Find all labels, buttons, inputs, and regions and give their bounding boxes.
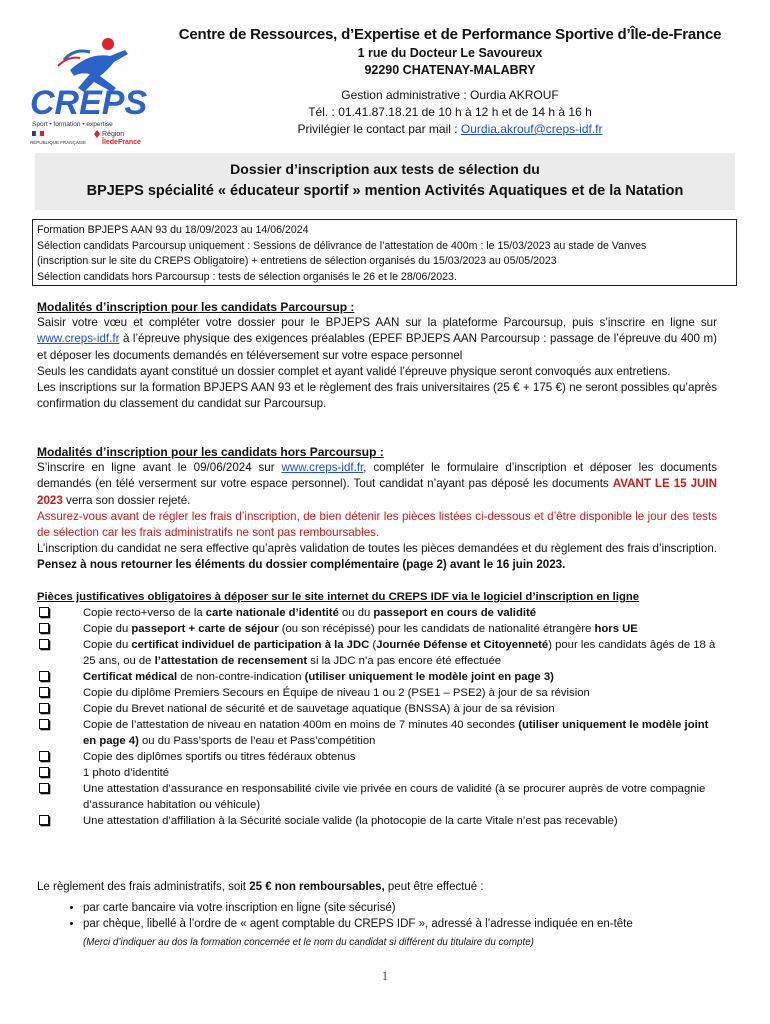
paragraph: [37, 315, 717, 364]
text: ou du: [338, 607, 374, 619]
payment-note: (Merci d’indiquer au dos la formation concernée et le nom du candidat si différent du titulaire du compte): [83, 936, 534, 948]
creps-website-link[interactable]: www.creps-idf.fr: [37, 332, 120, 346]
header-contact: [160, 122, 740, 136]
payment-intro: [37, 879, 727, 896]
text: hors UE: [594, 623, 638, 635]
info-line: (inscription sur le site du CREPS Obligatoire) + entretiens de sélection organisés du 15/03/2023 au 05/05/2023: [37, 255, 557, 267]
header: [160, 26, 740, 136]
text: (ou son récépissé) pour les candidats de nationalité étrangère: [278, 623, 595, 635]
text: certificat individuel de participation à la JDC: [131, 639, 370, 651]
logo-tagline: Sport • formation • expertise: [32, 121, 113, 128]
text: peut être effectué :: [384, 881, 484, 893]
checkbox-icon[interactable]: [37, 717, 83, 749]
checkbox-icon[interactable]: [37, 749, 83, 765]
warning-paragraph: Assurez-vous avant de régler les frais d’inscription, de bien détenir les pièces listées ci-dessous et d’être disponible le jour des tests de sélection car les frais administratifs ne sont pas remboursables.: [37, 509, 717, 540]
logo-region2: ÎledeFrance: [102, 139, 141, 146]
text: (: [369, 639, 377, 651]
text: 1 photo d’identité: [83, 767, 170, 779]
section-title-parcoursup: Modalités d’inscription pour les candidats Parcoursup :: [37, 300, 355, 314]
text: de non-contre-indication: [177, 671, 305, 683]
text: à l’épreuve physique des exigences préalables (EPEF BPJEPS AAN Parcoursup : passage de l’épreuve du 400 m) et déposer les documents demandés en téléversement sur votre espace personnel: [37, 332, 717, 362]
text: Une attestation d’affiliation à la Sécurité sociale valide (la photocopie de la carte Vitale n’est pas recevable): [83, 815, 618, 827]
checklist-item: [37, 701, 722, 717]
text: S’inscrire en ligne avant le 09/06/2024 sur: [37, 461, 282, 475]
checklist-item-text: [83, 765, 722, 781]
checkbox-icon[interactable]: [37, 701, 83, 717]
text: Copie du Brevet national de sécurité et de sauvetage aquatique (BNSSA) à jour de sa révision: [83, 703, 555, 715]
paragraph: Seuls les candidats ayant constitué un dossier complet et ayant validé l’épreuve physique seront convoqués aux entretiens.: [37, 364, 671, 378]
text: (utiliser uniquement le modèle joint en page 4): [83, 719, 709, 747]
header-address-city: 92290 CHATENAY-MALABRY: [364, 63, 536, 77]
checklist-item: [37, 637, 722, 669]
required-documents-title: Pièces justificatives obligatoires à déposer sur le site internet du CREPS IDF via le logiciel d’inscription en ligne: [37, 591, 640, 603]
checkbox-icon[interactable]: [37, 813, 83, 829]
header-contact-label: Privilégier le contact par mail :: [297, 122, 461, 136]
paragraph: [37, 460, 717, 509]
text: Copie recto+verso de la: [83, 607, 206, 619]
checkbox-icon[interactable]: [37, 621, 83, 637]
header-address-street: 1 rue du Docteur Le Savoureux: [357, 46, 543, 60]
formation-info-box: [32, 219, 737, 286]
checklist-item: [37, 621, 722, 637]
checklist-item: [37, 685, 722, 701]
text: Certificat médical: [83, 671, 178, 683]
checkbox-icon[interactable]: [37, 669, 83, 685]
banner-line-1: Dossier d’inscription aux tests de sélection du: [230, 161, 540, 177]
creps-website-link[interactable]: www.creps-idf.fr: [281, 461, 364, 475]
text: si la JDC n’a pas encore été effectuée: [307, 655, 502, 667]
checklist-item-text: [83, 621, 722, 637]
creps-logo-graphic: [30, 30, 160, 150]
text: Une attestation d’assurance en responsabilité civile vie privée en cours de validité (à se procurer auprès de votre compagnie d’assurance habitation ou véhicule): [83, 783, 706, 811]
checklist-item-text: [83, 605, 722, 621]
section-parcoursup: [37, 299, 717, 412]
text: passeport + carte de séjour: [131, 623, 279, 635]
text: Copie du: [83, 639, 132, 651]
banner-line-2: BPJEPS spécialité « éducateur sportif » mention Activités Aquatiques et de la Natation: [86, 183, 684, 199]
checkbox-icon[interactable]: [37, 765, 83, 781]
checklist-item: [37, 781, 722, 813]
checklist-item: [37, 765, 722, 781]
payment-section: [37, 879, 727, 951]
checklist-item: [37, 749, 722, 765]
checklist-item-text: [83, 669, 722, 685]
text: , compléter le formulaire d’inscription et déposer les documents demandés (en télé verserment sur votre espace personnel). Tout candidat n’ayant pas déposé les documents: [37, 461, 717, 491]
paragraph: Les inscriptions sur la formation BPJEPS AAN 93 et le règlement des frais universitaires (25 € + 175 €) ne seront possibles qu’après confirmation du classement du candidat sur Parcoursup.: [37, 381, 717, 411]
payment-method-item: • par chèque, libellé à l’ordre de « agent comptable du CREPS IDF », adressé à l’adresse indiquée en en-tête: [83, 916, 727, 933]
header-tel: Tél. : 01.41.87.18.21 de 10 h à 12 h et de 14 h à 16 h: [308, 105, 592, 119]
info-line: Formation BPJEPS AAN 93 du 18/09/2023 au 14/06/2024: [37, 224, 309, 236]
text: ) pour les candidats âgés de 18 à 25 ans, ou de: [83, 639, 716, 667]
checklist-item-text: [83, 637, 722, 669]
logo-region: Région: [102, 131, 125, 138]
text: Copie de l’attestation de niveau en natation 400m en moins de 7 minutes 40 secondes: [83, 719, 519, 731]
checklist-item: [37, 813, 722, 829]
checkbox-icon[interactable]: [37, 685, 83, 701]
checklist-item: [37, 605, 722, 621]
payment-method-item: • par carte bancaire via votre inscription en ligne (site sécurisé): [83, 900, 727, 917]
header-title: Centre de Ressources, d’Expertise et de Performance Sportive d’Île-de-France: [178, 26, 722, 43]
contact-email-link[interactable]: Ourdia.akrouf@creps-idf.fr: [460, 122, 603, 136]
text: Journée Défense et Citoyenneté: [376, 639, 549, 651]
required-documents: [37, 589, 722, 829]
info-line: Sélection candidats Parcoursup uniquement : Sessions de délivrance de l’attestation de 400m : le 15/03/2023 au stade de Vanves: [37, 239, 647, 252]
text: (utiliser uniquement le modèle joint en page 3): [304, 671, 554, 683]
checklist-item-text: [83, 781, 722, 813]
deadline-text: AVANT LE 15 JUIN 2023: [37, 477, 717, 507]
text: carte nationale d’identité: [205, 607, 339, 619]
payment-methods: [37, 900, 727, 933]
text: Copie du: [83, 623, 132, 635]
text: Le règlement des frais administratifs, soit: [37, 881, 250, 893]
section-title-hors-parcoursup: Modalités d’inscription pour les candidats hors Parcoursup :: [37, 445, 384, 459]
logo-rf: RÉPUBLIQUE FRANÇAISE: [30, 140, 87, 145]
checklist-item: [37, 717, 722, 749]
checklist-item: [37, 669, 722, 685]
checkbox-icon[interactable]: [37, 781, 83, 813]
page-number: 1: [381, 968, 389, 983]
checklist-item-text: [83, 701, 722, 717]
checklist-item-text: [83, 813, 722, 829]
checklist: [37, 605, 722, 829]
text: Copie des diplômes sportifs ou titres fédéraux obtenus: [83, 751, 356, 763]
text: l’attestation de recensement: [154, 655, 308, 667]
return-reminder: Pensez à nous retourner les éléments du dossier complémentaire (page 2) avant le 16 juin 2023.: [37, 558, 566, 572]
text: passeport en cours de validité: [373, 607, 537, 619]
checklist-item-text: [83, 749, 722, 765]
text: verra son dossier rejeté.: [62, 493, 191, 507]
info-line: Sélection candidats hors Parcoursup : tests de sélection organisés le 26 et le 28/06/2023.: [37, 270, 457, 283]
text: Copie du diplôme Premiers Secours en Équipe de niveau 1 ou 2 (PSE1 – PSE2) à jour de sa révision: [83, 687, 590, 699]
logo-text: CREPS: [30, 84, 148, 122]
text: Saisir votre vœu et compléter votre dossier pour le BPJEPS AAN sur la plateforme Parcoursup, puis s’inscrire en ligne sur: [37, 316, 717, 330]
checklist-item-text: [83, 717, 722, 749]
title-banner: [35, 153, 735, 210]
paragraph: [37, 541, 717, 573]
checkbox-icon[interactable]: [37, 637, 83, 669]
checkbox-icon[interactable]: [37, 605, 83, 621]
section-hors-parcoursup: [37, 444, 717, 574]
text: ou du Pass’sports de l’eau et Pass’compétition: [138, 735, 376, 747]
checklist-item-text: [83, 685, 722, 701]
header-gestion: Gestion administrative : Ourdia AKROUF: [341, 88, 559, 102]
fee-amount: 25 € non remboursables,: [249, 881, 385, 893]
creps-logo: [30, 30, 160, 150]
text: L’inscription du candidat ne sera effective qu’après validation de toutes les pièces demandées et du règlement des frais d’inscription.: [37, 542, 717, 556]
